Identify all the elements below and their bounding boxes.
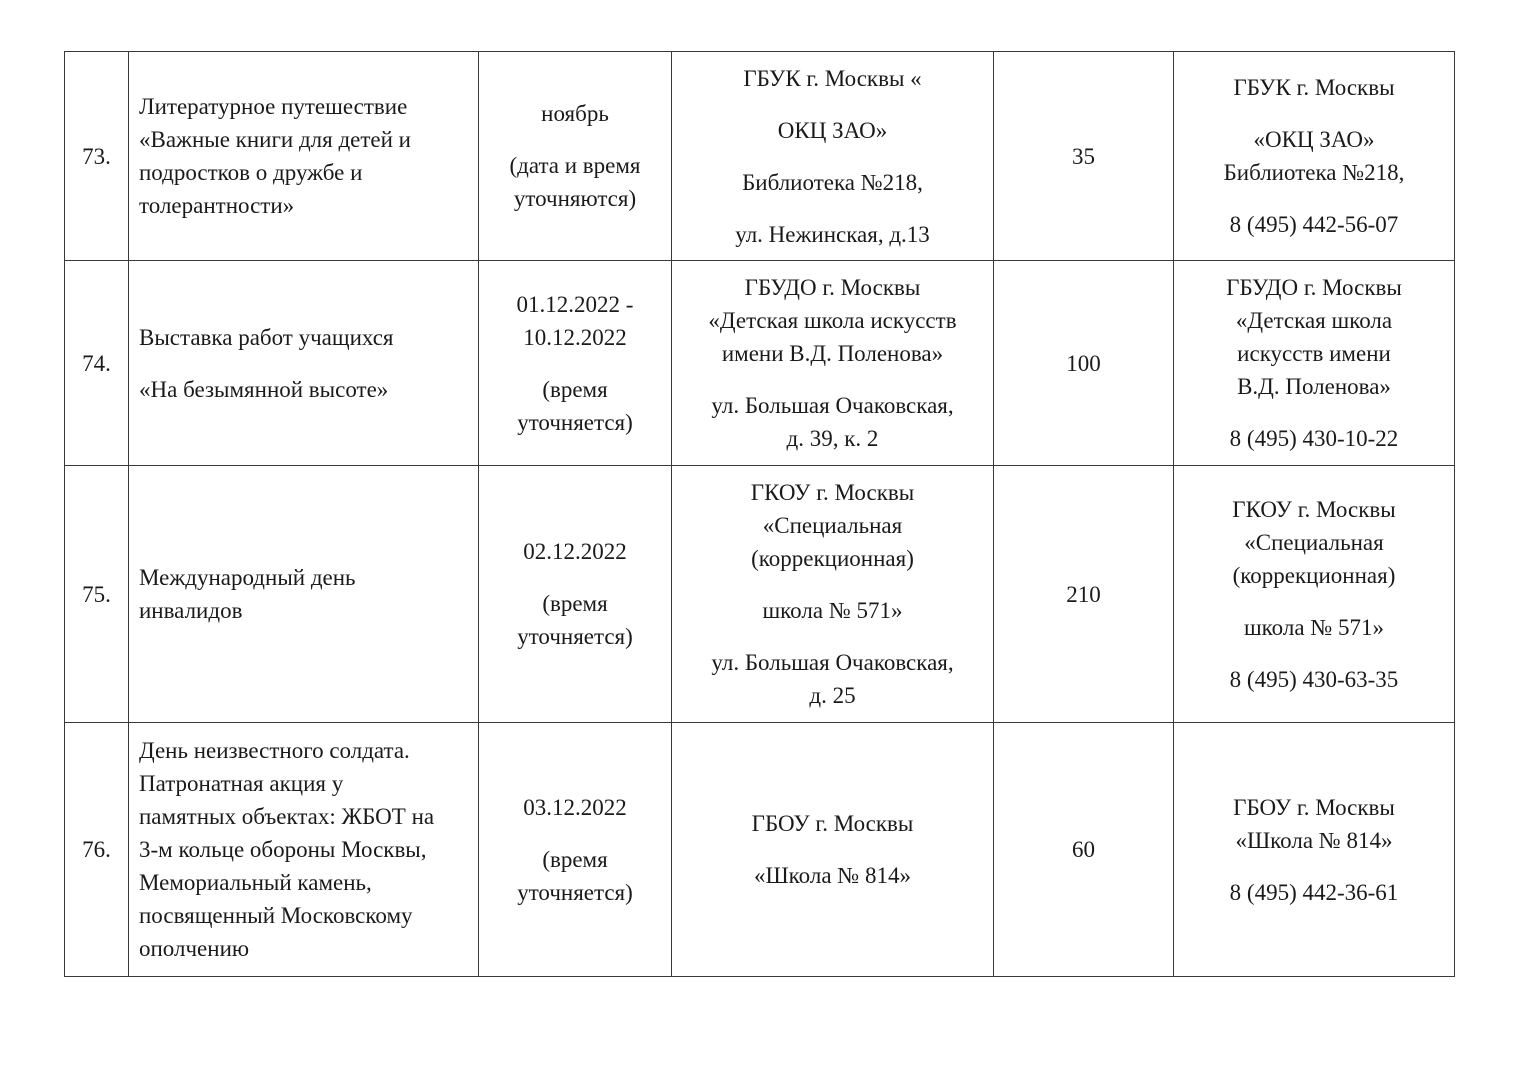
event-date-line: уточняется) xyxy=(517,879,633,905)
organizer-line: школа № 571» xyxy=(1243,614,1385,640)
organizer-line: «Детская школа xyxy=(1235,308,1393,333)
venue-cell xyxy=(672,261,994,466)
organizer-cell xyxy=(1174,52,1455,261)
venue-line: д. 39, к. 2 xyxy=(786,426,879,451)
event-date-line: 03.12.2022 xyxy=(523,794,627,820)
event-name-cell xyxy=(129,723,479,977)
organizer-line: (коррекционная) xyxy=(1232,562,1396,588)
event-date-cell xyxy=(479,466,672,723)
organizer-line: «Школа № 814» xyxy=(1235,827,1393,853)
venue-line: ГБОУ г. Москвы xyxy=(751,811,914,836)
event-date-line: 10.12.2022 xyxy=(523,324,627,350)
event-date-line: уточняются) xyxy=(513,186,637,211)
organizer-line: ГБУДО г. Москвы xyxy=(1226,275,1402,300)
event-name-line: посвященный Московскому xyxy=(139,903,413,928)
event-name-cell xyxy=(129,466,479,723)
organizer-line: Библиотека №218, xyxy=(1223,160,1405,185)
event-date-line: уточняется) xyxy=(517,624,633,649)
venue-line: имени В.Д. Поленова» xyxy=(721,341,944,366)
event-date-line: 01.12.2022 - xyxy=(516,291,634,317)
event-date-line: (время xyxy=(542,846,608,872)
venue-line: д. 25 xyxy=(809,683,856,708)
table-row xyxy=(65,52,1455,261)
venue-cell xyxy=(672,466,994,723)
venue-line: «Специальная xyxy=(762,513,903,538)
organizer-line: «Специальная xyxy=(1244,529,1384,555)
event-name-line: толерантности» xyxy=(139,193,295,218)
participants-count: 100 xyxy=(994,261,1174,466)
event-name-line: 3-м кольце обороны Москвы, xyxy=(139,837,427,862)
organizer-line: «ОКЦ ЗАО» xyxy=(1253,127,1375,152)
event-date-line: ноябрь xyxy=(541,101,609,126)
event-date-cell xyxy=(479,261,672,466)
event-name-line: Патронатная акция у xyxy=(139,771,344,796)
row-number: 76. xyxy=(65,723,129,977)
venue-line: ул. Большая Очаковская, xyxy=(711,650,954,675)
events-table xyxy=(64,51,1455,977)
event-name-line: Выставка работ учащихся xyxy=(139,324,394,350)
event-name-line: Международный день xyxy=(139,565,356,590)
event-name-line: Мемориальный камень, xyxy=(139,870,372,895)
row-number: 74. xyxy=(65,261,129,466)
venue-line: Библиотека №218, xyxy=(742,169,923,195)
event-date-line: уточняется) xyxy=(517,409,633,435)
row-number: 75. xyxy=(65,466,129,723)
participants-count: 60 xyxy=(994,723,1174,977)
venue-cell xyxy=(672,52,994,261)
table-row xyxy=(65,261,1455,466)
venue-line: «Школа № 814» xyxy=(753,863,912,888)
organizer-phone: 8 (495) 442-56-07 xyxy=(1229,212,1399,237)
event-date-line: (время xyxy=(542,591,608,616)
participants-count: 35 xyxy=(994,52,1174,261)
event-name-line: ополчению xyxy=(139,936,250,961)
row-number: 73. xyxy=(65,52,129,261)
organizer-phone: 8 (495) 442-36-61 xyxy=(1229,879,1399,905)
venue-line: ГБУДО г. Москвы xyxy=(744,275,921,300)
organizer-line: искусств имени xyxy=(1237,341,1391,366)
venue-line: «Детская школа искусств xyxy=(708,308,957,333)
event-name-line: «На безымянной высоте» xyxy=(139,376,389,402)
event-date-line: (дата и время xyxy=(509,153,641,178)
event-date-cell xyxy=(479,52,672,261)
organizer-line: ГБУК г. Москвы xyxy=(1233,75,1395,100)
event-name-line: «Важные книги для детей и xyxy=(139,127,411,152)
event-date-line: 02.12.2022 xyxy=(523,539,627,564)
organizer-line: ГКОУ г. Москвы xyxy=(1232,496,1396,522)
venue-cell xyxy=(672,723,994,977)
event-name-line: День неизвестного солдата. xyxy=(139,738,410,763)
event-name-line: памятных объектах: ЖБОТ на xyxy=(139,804,435,829)
venue-line: школа № 571» xyxy=(762,598,903,623)
event-name-line: подростков о дружбе и xyxy=(139,160,363,185)
event-name-cell xyxy=(129,261,479,466)
venue-line: ГБУК г. Москвы « xyxy=(743,65,922,91)
venue-line: ул. Большая Очаковская, xyxy=(711,393,954,418)
venue-line: ул. Нежинская, д.13 xyxy=(735,221,930,247)
table-row xyxy=(65,466,1455,723)
organizer-cell xyxy=(1174,261,1455,466)
venue-line: ОКЦ ЗАО» xyxy=(777,117,888,143)
organizer-cell xyxy=(1174,723,1455,977)
event-name-line: Литературное путешествие xyxy=(139,94,408,119)
organizer-phone: 8 (495) 430-63-35 xyxy=(1229,666,1399,692)
table-row xyxy=(65,723,1455,977)
event-name-cell xyxy=(129,52,479,261)
event-date-line: (время xyxy=(542,376,608,402)
organizer-line: ГБОУ г. Москвы xyxy=(1233,794,1395,820)
participants-count: 210 xyxy=(994,466,1174,723)
venue-line: (коррекционная) xyxy=(751,546,914,571)
event-name-line: инвалидов xyxy=(139,598,243,623)
venue-line: ГКОУ г. Москвы xyxy=(750,480,915,505)
organizer-phone: 8 (495) 430-10-22 xyxy=(1229,426,1399,451)
organizer-cell xyxy=(1174,466,1455,723)
organizer-line: В.Д. Поленова» xyxy=(1237,374,1391,399)
event-date-cell xyxy=(479,723,672,977)
